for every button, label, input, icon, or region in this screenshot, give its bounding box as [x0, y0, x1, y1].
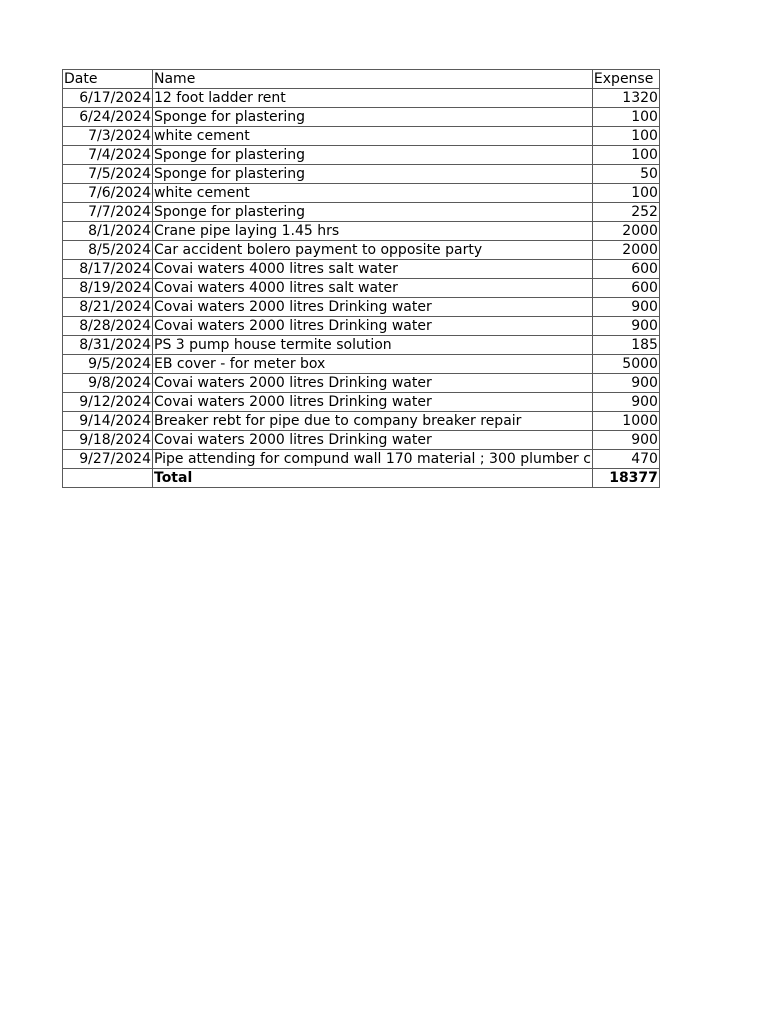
row-name: Covai waters 2000 litres Drinking water [153, 374, 593, 393]
row-name: Covai waters 2000 litres Drinking water [153, 431, 593, 450]
row-name: Pipe attending for compund wall 170 material ; 300 plumber c [154, 451, 591, 467]
row-expense: 600 [592, 260, 659, 279]
row-name: Covai waters 4000 litres salt water [153, 260, 593, 279]
header-expense: Expense [592, 70, 659, 89]
row-expense: 470 [592, 450, 659, 469]
table-row [63, 222, 660, 241]
row-expense: 50 [592, 165, 659, 184]
table-row [63, 184, 660, 203]
row-date: 8/28/2024 [63, 317, 153, 336]
row-date: 8/1/2024 [63, 222, 153, 241]
row-name: white cement [153, 184, 593, 203]
total-date-empty [63, 469, 153, 488]
row-date: 7/6/2024 [63, 184, 153, 203]
row-date: 8/5/2024 [63, 241, 153, 260]
row-expense: 900 [592, 374, 659, 393]
row-date: 8/31/2024 [63, 336, 153, 355]
row-expense: 2000 [592, 222, 659, 241]
row-expense: 600 [592, 279, 659, 298]
table-row [63, 317, 660, 336]
row-date: 7/3/2024 [63, 127, 153, 146]
table-row [63, 260, 660, 279]
row-expense: 900 [592, 431, 659, 450]
row-expense: 185 [592, 336, 659, 355]
table-row [63, 203, 660, 222]
row-expense: 2000 [592, 241, 659, 260]
row-expense: 100 [592, 146, 659, 165]
row-date: 6/24/2024 [63, 108, 153, 127]
total-label: Total [153, 469, 593, 488]
row-name: Car accident bolero payment to opposite party [153, 241, 593, 260]
table-row [63, 393, 660, 412]
row-date: 9/5/2024 [63, 355, 153, 374]
table-row [63, 146, 660, 165]
row-date: 9/27/2024 [63, 450, 153, 469]
row-date: 9/14/2024 [63, 412, 153, 431]
table-row [63, 450, 660, 469]
row-date: 6/17/2024 [63, 89, 153, 108]
row-name: Crane pipe laying 1.45 hrs [153, 222, 593, 241]
row-date: 7/5/2024 [63, 165, 153, 184]
row-date: 9/18/2024 [63, 431, 153, 450]
expense-table-body [63, 70, 660, 488]
row-expense: 252 [592, 203, 659, 222]
row-expense: 100 [592, 127, 659, 146]
row-expense: 5000 [592, 355, 659, 374]
table-row [63, 374, 660, 393]
row-date: 7/4/2024 [63, 146, 153, 165]
row-name: EB cover - for meter box [153, 355, 593, 374]
row-date: 8/19/2024 [63, 279, 153, 298]
row-expense: 900 [592, 317, 659, 336]
header-name: Name [153, 70, 593, 89]
header-row [63, 70, 660, 89]
row-name: Breaker rebt for pipe due to company breaker repair [153, 412, 593, 431]
table-row [63, 412, 660, 431]
row-name: 12 foot ladder rent [153, 89, 593, 108]
expense-table [62, 69, 660, 488]
table-row [63, 298, 660, 317]
row-date: 9/8/2024 [63, 374, 153, 393]
header-date: Date [63, 70, 153, 89]
row-expense: 100 [592, 108, 659, 127]
row-name: PS 3 pump house termite solution [153, 336, 593, 355]
table-row [63, 279, 660, 298]
table-row [63, 165, 660, 184]
table-row [63, 89, 660, 108]
row-date: 9/12/2024 [63, 393, 153, 412]
table-row [63, 241, 660, 260]
row-expense: 100 [592, 184, 659, 203]
table-row [63, 355, 660, 374]
row-name: Sponge for plastering [153, 146, 593, 165]
row-date: 8/17/2024 [63, 260, 153, 279]
row-name: Sponge for plastering [153, 108, 593, 127]
row-name: Covai waters 4000 litres salt water [153, 279, 593, 298]
row-name: Sponge for plastering [153, 165, 593, 184]
row-name: Sponge for plastering [153, 203, 593, 222]
total-value: 18377 [592, 469, 659, 488]
table-row [63, 431, 660, 450]
row-name: Covai waters 2000 litres Drinking water [153, 393, 593, 412]
row-date: 8/21/2024 [63, 298, 153, 317]
row-expense: 900 [592, 393, 659, 412]
table-row [63, 108, 660, 127]
row-name: Covai waters 2000 litres Drinking water [153, 317, 593, 336]
row-expense: 900 [592, 298, 659, 317]
row-name: white cement [153, 127, 593, 146]
row-name: Covai waters 2000 litres Drinking water [153, 298, 593, 317]
row-expense: 1320 [592, 89, 659, 108]
row-date: 7/7/2024 [63, 203, 153, 222]
table-row [63, 336, 660, 355]
table-row [63, 127, 660, 146]
row-expense: 1000 [592, 412, 659, 431]
total-row [63, 469, 660, 488]
